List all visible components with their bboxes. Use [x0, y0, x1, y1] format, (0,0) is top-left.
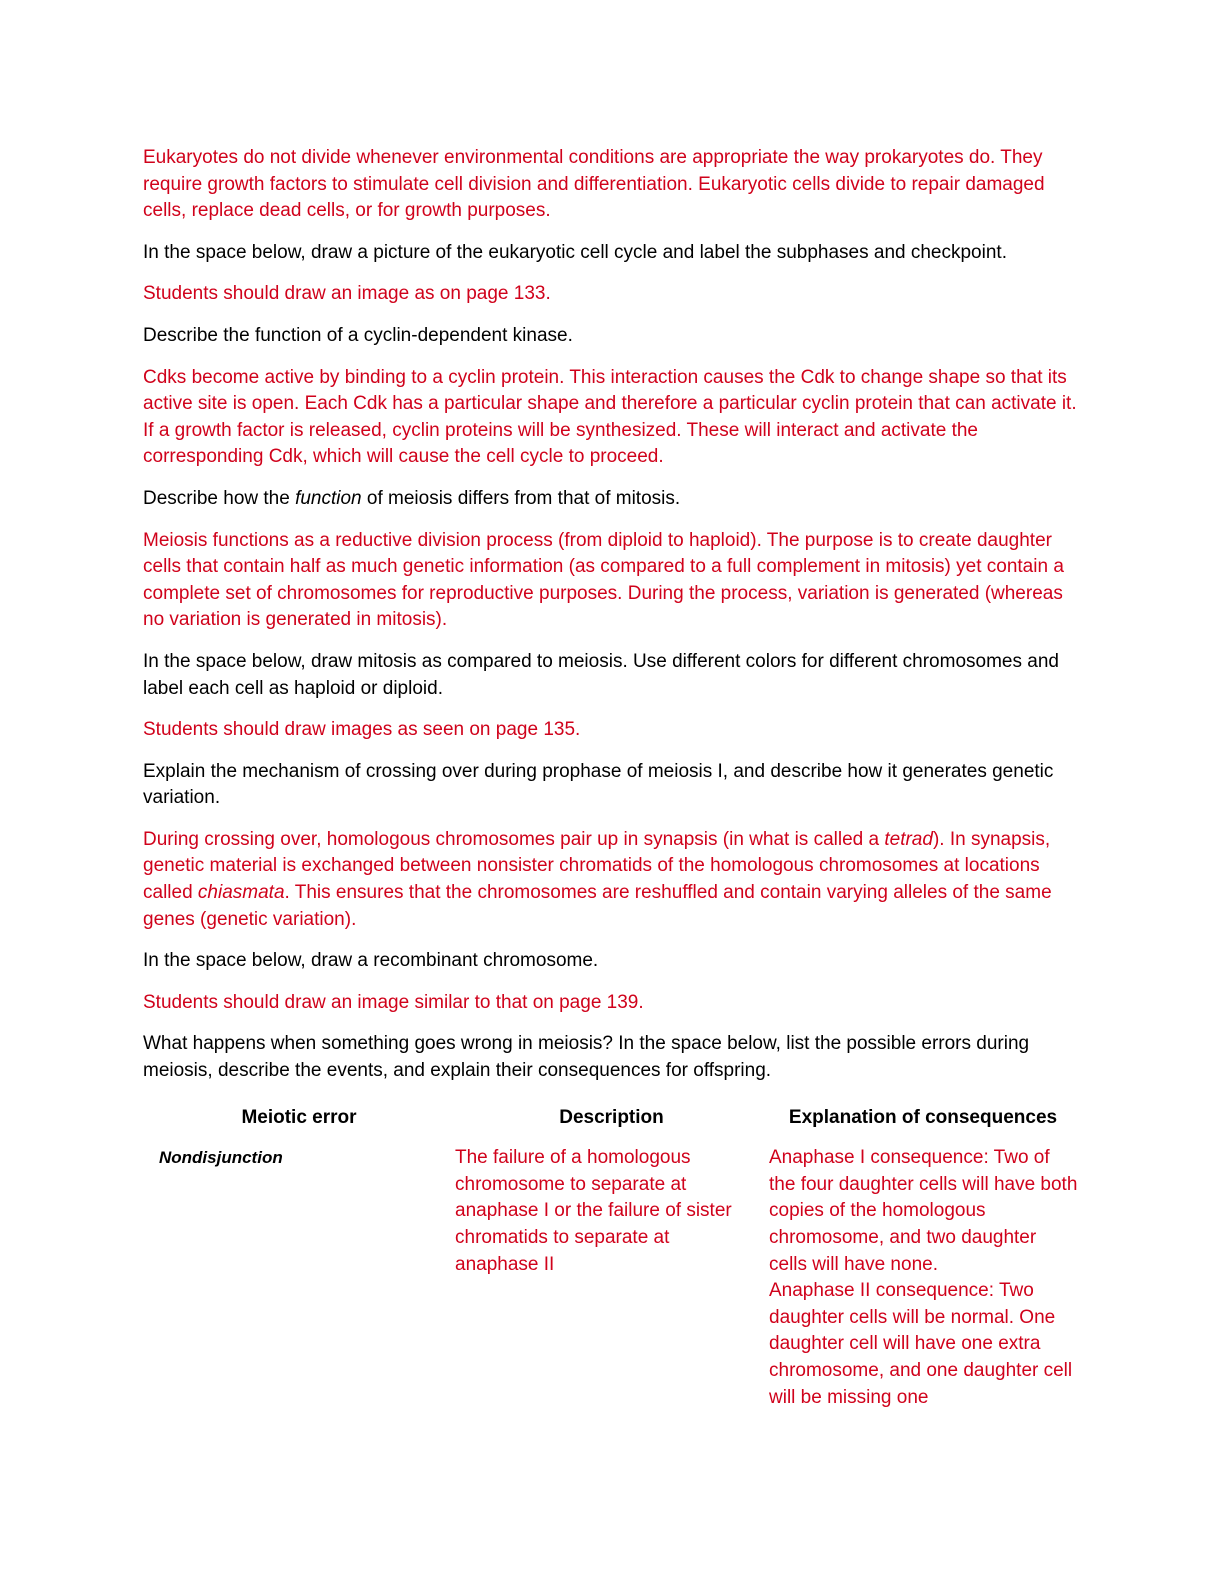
header-consequences: Explanation of consequences [788, 1106, 1058, 1128]
question-text-part: Describe how the [143, 487, 296, 509]
answer-emphasis-tetrad: tetrad [884, 828, 933, 850]
error-consequence-cell [768, 1145, 1078, 1411]
error-name-cell: Nondisjunction [159, 1148, 283, 1168]
question-recombinant-chromosome: In the space below, draw a recombinant chromosome. [143, 950, 599, 972]
answer-text-part: ). In synapsis, genetic material is exchanged between nonsister chromatids of the homologous chromosomes at locations called [143, 828, 1051, 904]
header-description: Description [559, 1106, 664, 1128]
consequence-anaphase-1: Anaphase I consequence: Two of the four daughter cells will have both copies of the homologous chromosome, and two daughter cells will have none. [769, 1147, 1078, 1275]
meiotic-errors-table [143, 1105, 1078, 1412]
error-description-cell: The failure of a homologous chromosome to separate at anaphase I or the failure of sister chromatids to separate at anaphase II [455, 1147, 732, 1275]
table-header-row [143, 1105, 1078, 1146]
question-emphasis-function: function [295, 487, 362, 509]
question-meiosis-vs-mitosis [143, 486, 1078, 513]
question-cell-cycle-drawing: In the space below, draw a picture of the eukaryotic cell cycle and label the subphases and checkpoint. [143, 241, 1007, 263]
question-crossing-over: Explain the mechanism of crossing over during prophase of meiosis I, and describe how it generates genetic variation. [143, 760, 1054, 809]
answer-meiosis-function: Meiosis functions as a reductive division process (from diploid to haploid). The purpose is to create daughter cells that contain half as much genetic information (as compared to a full complement in mitosis) yet contain a complete set of chromosomes for reproductive purposes. During the process, variation is generated (whereas no variation is generated in mitosis). [143, 529, 1064, 631]
answer-text-part: . This ensures that the chromosomes are reshuffled and contain varying alleles of the same genes (genetic variation). [143, 882, 1052, 930]
answer-paragraph-eukaryote-division: Eukaryotes do not divide whenever environmental conditions are appropriate the way prokaryotes do. They require growth factors to stimulate cell division and differentiation. Eukaryotic cells divide to repair damaged cells, replace dead cells, or for growth purposes. [143, 147, 1045, 222]
document-page [143, 145, 1078, 1411]
header-meiotic-error: Meiotic error [241, 1106, 357, 1128]
question-cdk-function: Describe the function of a cyclin-dependent kinase. [143, 324, 573, 346]
answer-recombinant-page-ref: Students should draw an image similar to that on page 139. [143, 991, 644, 1013]
answer-cdk-function: Cdks become active by binding to a cyclin protein. This interaction causes the Cdk to change shape so that its active site is open. Each Cdk has a particular shape and therefore a particular cyclin protein that can activate it. If a growth factor is released, cyclin proteins will be synthesized. These will interact and activate the corresponding Cdk, which will cause the cell cycle to proceed. [143, 366, 1077, 468]
answer-text-part: During crossing over, homologous chromosomes pair up in synapsis (in what is called a [143, 828, 885, 850]
question-meiosis-errors: What happens when something goes wrong in meiosis? In the space below, list the possible errors during meiosis, describe the events, and explain their consequences for offspring. [143, 1033, 1030, 1082]
answer-crossing-over [143, 827, 1078, 933]
answer-emphasis-chiasmata: chiasmata [197, 882, 285, 904]
question-mitosis-meiosis-drawing: In the space below, draw mitosis as compared to meiosis. Use different colors for different chromosomes and label each cell as haploid or diploid. [143, 650, 1059, 699]
answer-cell-cycle-page-ref: Students should draw an image as on page 133. [143, 283, 551, 305]
consequence-anaphase-2: Anaphase II consequence: Two daughter cells will be normal. One daughter cell will have one extra chromosome, and one daughter cell will be missing one [769, 1280, 1073, 1408]
answer-mitosis-meiosis-page-ref: Students should draw images as seen on page 135. [143, 719, 581, 741]
question-text-part: of meiosis differs from that of mitosis. [361, 487, 681, 509]
table-row [143, 1145, 1078, 1411]
